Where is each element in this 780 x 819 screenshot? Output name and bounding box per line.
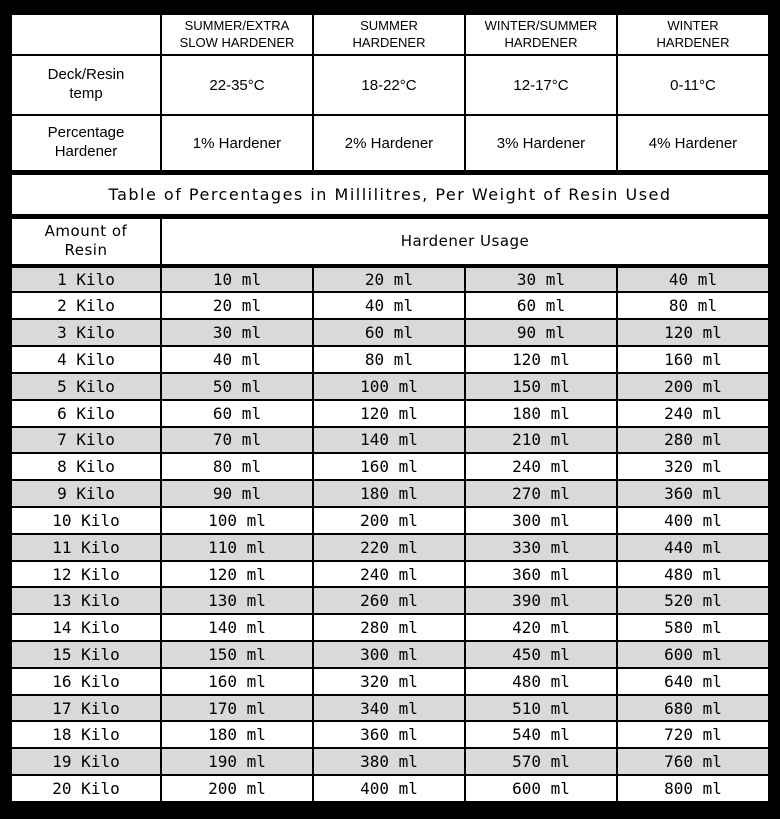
usage-row <box>11 614 769 641</box>
usage-row <box>11 480 769 507</box>
usage-cell: 440 ml <box>617 534 769 561</box>
usage-cell: 680 ml <box>617 695 769 722</box>
usage-row <box>11 292 769 319</box>
usage-cell: 720 ml <box>617 721 769 748</box>
usage-row <box>11 721 769 748</box>
usage-cell: 320 ml <box>313 668 465 695</box>
usage-cell: 180 ml <box>465 400 617 427</box>
usage-row <box>11 319 769 346</box>
amount-cell: 15 Kilo <box>11 641 161 668</box>
usage-cell: 240 ml <box>465 453 617 480</box>
usage-row <box>11 775 769 802</box>
usage-cell: 360 ml <box>617 480 769 507</box>
usage-cell: 120 ml <box>313 400 465 427</box>
usage-cell: 300 ml <box>313 641 465 668</box>
usage-cell: 360 ml <box>465 561 617 588</box>
usage-cell: 30 ml <box>161 319 313 346</box>
usage-row <box>11 427 769 454</box>
deck-temp-label <box>11 55 161 115</box>
usage-cell: 60 ml <box>161 400 313 427</box>
usage-cell: 240 ml <box>313 561 465 588</box>
usage-cell: 60 ml <box>313 319 465 346</box>
amount-cell: 12 Kilo <box>11 561 161 588</box>
usage-cell: 30 ml <box>465 266 617 293</box>
percentage-value: 2% Hardener <box>313 115 465 173</box>
usage-cell: 190 ml <box>161 748 313 775</box>
usage-cell: 40 ml <box>617 266 769 293</box>
percentage-value: 1% Hardener <box>161 115 313 173</box>
amount-cell: 19 Kilo <box>11 748 161 775</box>
usage-cell: 580 ml <box>617 614 769 641</box>
usage-cell: 270 ml <box>465 480 617 507</box>
usage-cell: 140 ml <box>161 614 313 641</box>
usage-cell: 160 ml <box>161 668 313 695</box>
column-header-line: WINTER <box>667 18 719 34</box>
column-header-summer-extra-slow <box>161 14 313 55</box>
usage-cell: 640 ml <box>617 668 769 695</box>
section-title-row <box>11 173 769 216</box>
usage-cell: 390 ml <box>465 587 617 614</box>
usage-cell: 120 ml <box>617 319 769 346</box>
usage-row <box>11 266 769 293</box>
usage-cell: 280 ml <box>313 614 465 641</box>
hardener-ratio-table <box>10 13 770 803</box>
corner-cell <box>11 14 161 55</box>
usage-cell: 300 ml <box>465 507 617 534</box>
usage-cell: 240 ml <box>617 400 769 427</box>
usage-cell: 90 ml <box>161 480 313 507</box>
usage-cell: 50 ml <box>161 373 313 400</box>
deck-temp-value: 12-17°C <box>465 55 617 115</box>
amount-cell: 13 Kilo <box>11 587 161 614</box>
usage-cell: 480 ml <box>617 561 769 588</box>
percentage-label-line: Percentage <box>47 124 125 142</box>
amount-cell: 8 Kilo <box>11 453 161 480</box>
deck-temp-label-line: temp <box>69 85 103 103</box>
usage-row <box>11 748 769 775</box>
usage-cell: 150 ml <box>465 373 617 400</box>
usage-cell: 160 ml <box>313 453 465 480</box>
usage-cell: 480 ml <box>465 668 617 695</box>
usage-cell: 800 ml <box>617 775 769 802</box>
usage-cell: 420 ml <box>465 614 617 641</box>
section-title: Table of Percentages in Millilitres, Per Weight of Resin Used <box>11 173 769 216</box>
usage-cell: 600 ml <box>465 775 617 802</box>
usage-cell: 120 ml <box>161 561 313 588</box>
column-header-line: WINTER/SUMMER <box>484 18 598 34</box>
usage-cell: 540 ml <box>465 721 617 748</box>
amount-cell: 18 Kilo <box>11 721 161 748</box>
usage-cell: 260 ml <box>313 587 465 614</box>
usage-cell: 200 ml <box>161 775 313 802</box>
usage-cell: 80 ml <box>617 292 769 319</box>
usage-cell: 280 ml <box>617 427 769 454</box>
usage-cell: 160 ml <box>617 346 769 373</box>
usage-cell: 90 ml <box>465 319 617 346</box>
percentage-label <box>11 115 161 173</box>
amount-cell: 5 Kilo <box>11 373 161 400</box>
usage-cell: 110 ml <box>161 534 313 561</box>
usage-row <box>11 561 769 588</box>
amount-cell: 4 Kilo <box>11 346 161 373</box>
hardener-type-header-row <box>11 14 769 55</box>
amount-cell: 17 Kilo <box>11 695 161 722</box>
amount-cell: 3 Kilo <box>11 319 161 346</box>
usage-cell: 330 ml <box>465 534 617 561</box>
usage-row <box>11 400 769 427</box>
column-header-line: SUMMER <box>360 18 418 34</box>
usage-cell: 200 ml <box>617 373 769 400</box>
usage-cell: 510 ml <box>465 695 617 722</box>
deck-temp-value: 0-11°C <box>617 55 769 115</box>
usage-row <box>11 346 769 373</box>
amount-of-resin-header-line: Resin <box>64 241 108 260</box>
amount-cell: 9 Kilo <box>11 480 161 507</box>
hardener-usage-header: Hardener Usage <box>161 216 769 266</box>
usage-cell: 600 ml <box>617 641 769 668</box>
usage-cell: 340 ml <box>313 695 465 722</box>
usage-row <box>11 587 769 614</box>
usage-cell: 10 ml <box>161 266 313 293</box>
amount-cell: 2 Kilo <box>11 292 161 319</box>
usage-cell: 200 ml <box>313 507 465 534</box>
usage-row <box>11 534 769 561</box>
usage-cell: 80 ml <box>313 346 465 373</box>
usage-cell: 140 ml <box>313 427 465 454</box>
usage-cell: 20 ml <box>161 292 313 319</box>
usage-cell: 120 ml <box>465 346 617 373</box>
deck-temp-value: 18-22°C <box>313 55 465 115</box>
percentage-hardener-row <box>11 115 769 173</box>
percentage-label-line: Hardener <box>54 143 118 161</box>
usage-row <box>11 453 769 480</box>
column-header-winter-summer <box>465 14 617 55</box>
usage-row <box>11 695 769 722</box>
usage-cell: 180 ml <box>313 480 465 507</box>
usage-cell: 320 ml <box>617 453 769 480</box>
usage-cell: 380 ml <box>313 748 465 775</box>
usage-cell: 20 ml <box>313 266 465 293</box>
usage-cell: 400 ml <box>617 507 769 534</box>
amount-cell: 6 Kilo <box>11 400 161 427</box>
usage-cell: 360 ml <box>313 721 465 748</box>
usage-cell: 100 ml <box>313 373 465 400</box>
usage-cell: 400 ml <box>313 775 465 802</box>
column-header-line: HARDENER <box>352 34 426 50</box>
amount-cell: 10 Kilo <box>11 507 161 534</box>
amount-cell: 1 Kilo <box>11 266 161 293</box>
usage-row <box>11 507 769 534</box>
amount-cell: 16 Kilo <box>11 668 161 695</box>
usage-cell: 150 ml <box>161 641 313 668</box>
usage-cell: 40 ml <box>313 292 465 319</box>
usage-cell: 760 ml <box>617 748 769 775</box>
deck-temp-value: 22-35°C <box>161 55 313 115</box>
usage-subheader-row <box>11 216 769 266</box>
amount-of-resin-header-line: Amount of <box>44 222 128 241</box>
amount-cell: 7 Kilo <box>11 427 161 454</box>
column-header-line: SLOW HARDENER <box>179 34 295 50</box>
column-header-line: SUMMER/EXTRA <box>184 18 290 34</box>
usage-cell: 60 ml <box>465 292 617 319</box>
usage-cell: 220 ml <box>313 534 465 561</box>
usage-cell: 170 ml <box>161 695 313 722</box>
usage-cell: 450 ml <box>465 641 617 668</box>
column-header-line: HARDENER <box>504 34 578 50</box>
percentage-value: 4% Hardener <box>617 115 769 173</box>
deck-resin-temp-row <box>11 55 769 115</box>
column-header-winter <box>617 14 769 55</box>
usage-cell: 570 ml <box>465 748 617 775</box>
amount-cell: 14 Kilo <box>11 614 161 641</box>
deck-temp-label-line: Deck/Resin <box>47 66 125 84</box>
usage-row <box>11 668 769 695</box>
usage-cell: 520 ml <box>617 587 769 614</box>
column-header-line: HARDENER <box>656 34 730 50</box>
usage-cell: 100 ml <box>161 507 313 534</box>
usage-cell: 180 ml <box>161 721 313 748</box>
amount-of-resin-header <box>11 216 161 266</box>
usage-cell: 80 ml <box>161 453 313 480</box>
percentage-value: 3% Hardener <box>465 115 617 173</box>
column-header-summer <box>313 14 465 55</box>
usage-cell: 210 ml <box>465 427 617 454</box>
usage-cell: 70 ml <box>161 427 313 454</box>
usage-cell: 130 ml <box>161 587 313 614</box>
amount-cell: 11 Kilo <box>11 534 161 561</box>
usage-cell: 40 ml <box>161 346 313 373</box>
usage-row <box>11 373 769 400</box>
usage-row <box>11 641 769 668</box>
amount-cell: 20 Kilo <box>11 775 161 802</box>
